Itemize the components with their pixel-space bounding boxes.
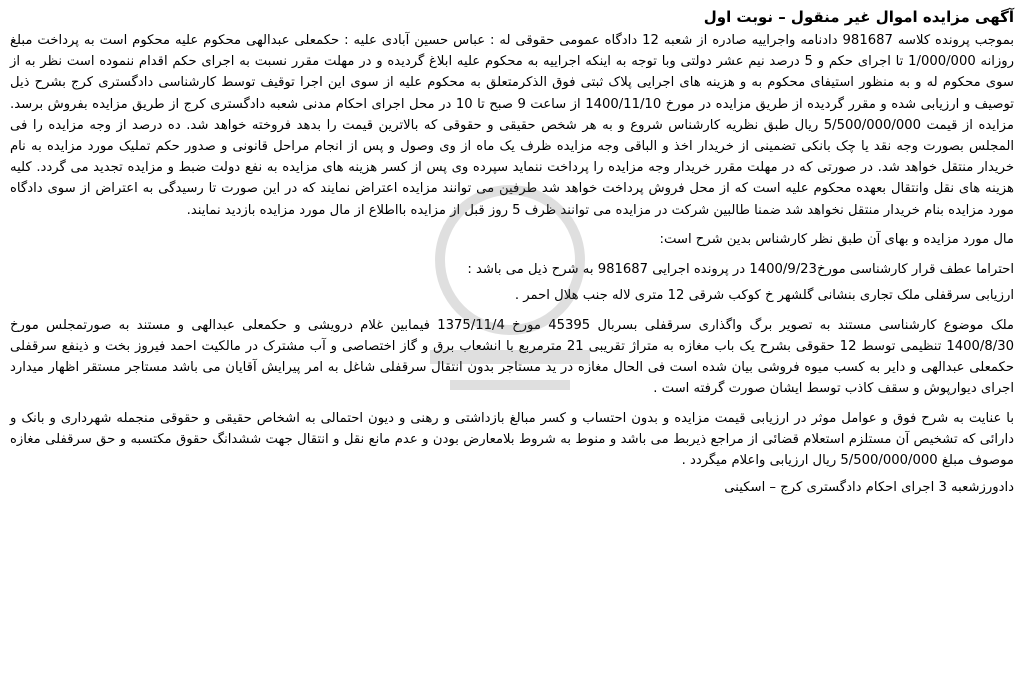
notice-paragraph-valuation: با عنایت به شرح فوق و عوامل موثر در ارزیابی قیمت مزایده و بدون احتساب و کسر مبالغ بازداشتی و رهنی و دیون احتمالی به اشخاص حقیقی و حقوقی منجمله شهرداری و بانک و دارائی که تشخیص آن مستلزم استعلام قضائی از مراجع ذیربط می باشد و منوط به شروط بلامعارض بودن و عدم مانع نقل و انتقال جهت ششدانگ حقوق مکتسبه و حق سرقفلی مغازه موصوف مبلغ 5/500/000/000 ریال ارزیابی واعلام میگردد . (10, 410, 1014, 469)
notice-line-property-intro: مال مورد مزایده و بهای آن طبق نظر کارشناس بدین شرح است: (659, 231, 1014, 247)
notice-line-property-address: ارزیابی سرقفلی ملک تجاری بنشانی گلشهر خ کوکب شرقی 12 متری لاله جنب هلال احمر . (514, 287, 1014, 303)
notice-paragraph-terms: بموجب پرونده کلاسه 981687 دادنامه واجراییه صادره از شعبه 12 دادگاه عمومی حقوقی له : عباس حسین آبادی علیه : حکمعلی عبدالهی محکوم علیه محکوم است به پرداخت مبلغ روزانه 1/000/000 تا اجرای حکم و 5 درصد نیم عشر دولتی وبا توجه به اینکه اجراییه به محکوم علیه ابلاغ گردیده و در مهلت مقرر نسبت به اجرای حکم اقدام ننموده است نظر به از سوی محکوم له و به منظور استیفای محکوم به و هزینه های اجرایی پلاک ثبتی فوق الذکرمتعلق به محکوم علیه از سوی این اجرا توقیف توسط کارشناسی دادگستری کرج بشرح ذیل توصیف و ارزیابی شده و مقرر گردیده از طریق مزایده در مورخ 1400/11/10 از ساعت 9 صبح تا 10 در محل اجرای احکام مدنی شعبه دادگستری کرج از طریق مزایده بفروش برسد. مزایده از قیمت 5/500/000/000 ریال طبق نظریه کارشناس شروع و به هر شخص حقیقی و حقوقی که بالاترین قیمت را بدهد فروخته خواهد شد. ده درصد از وجه مزایده را فی المجلس بصورت وجه نقد یا چک بانکی تضمینی از خریدار اخذ و الباقی وجه مزایده ظرف یک ماه از وی وصول و پس از انجام مراحل قانونی و صدور حکم تملیک مورد مزایده به نام خریدار منتقل خواهد شد. در صورتی که در مهلت مقرر خریدار وجه مزایده را پرداخت ننماید سپرده وی پس از کسر هزینه های مزایده به نفع دولت ضبط و مزایده تجدید می گردد. کلیه هزینه های نقل وانتقال بعهده محکوم علیه است که از محل فروش پرداخت خواهد شد طرفین می توانند مزایده اعتراض نمایند که در این صورت تا رسیدگی به اعتراض از سوی دادگاه مورد مزایده بنام خریدار منتقل نخواهد شد ضمنا طالبین شرکت در مزایده می توانند ظرف 5 روز قبل از مزایده بااطلاع از مال مورد مزایده بازدید نمایند. (10, 33, 1015, 218)
notice-paragraph-property-description: ملک موضوع کارشناسی مستند به تصویر برگ واگذاری سرقفلی بسربال 45395 مورخ 1375/11/4 فیمابین غلام درویشی و حکمعلی عبدالهی و مستند به صورتمجلس مورخ 1400/8/30 تنظیمی توسط 12 حقوقی بشرح یک باب مغازه به متراژ تقریبی 21 مترمربع با انشعاب برق و گاز اختصاصی و آب مشترک در مالکیت احمد فیروز بخت و ذینفع سرقفلی حکمعلی عبدالهی و دایر به کسب میوه فروشی بیان شده است فی الحال مغازه در ید مستاجر بدون انتقال سرقفلی شاغل به امر پیرایش آقایان می باشد مستاجر مستقر اظهار میدارد اجرای دیوارپوش و سقف کاذب توسط ایشان صورت گرفته است . (10, 317, 1014, 397)
notice-title: آگهی مزایده اموال غیر منقول – نوبت اول (703, 8, 1014, 26)
notice-line-expert-reference: احتراما عطف قرار کارشناسی مورخ1400/9/23 در پرونده اجرایی 981687 به شرح ذیل می باشد : (467, 261, 1014, 277)
notice-signature: دادورزشعبه 3 اجرای احکام دادگستری کرج – اسکینی (724, 480, 1014, 496)
